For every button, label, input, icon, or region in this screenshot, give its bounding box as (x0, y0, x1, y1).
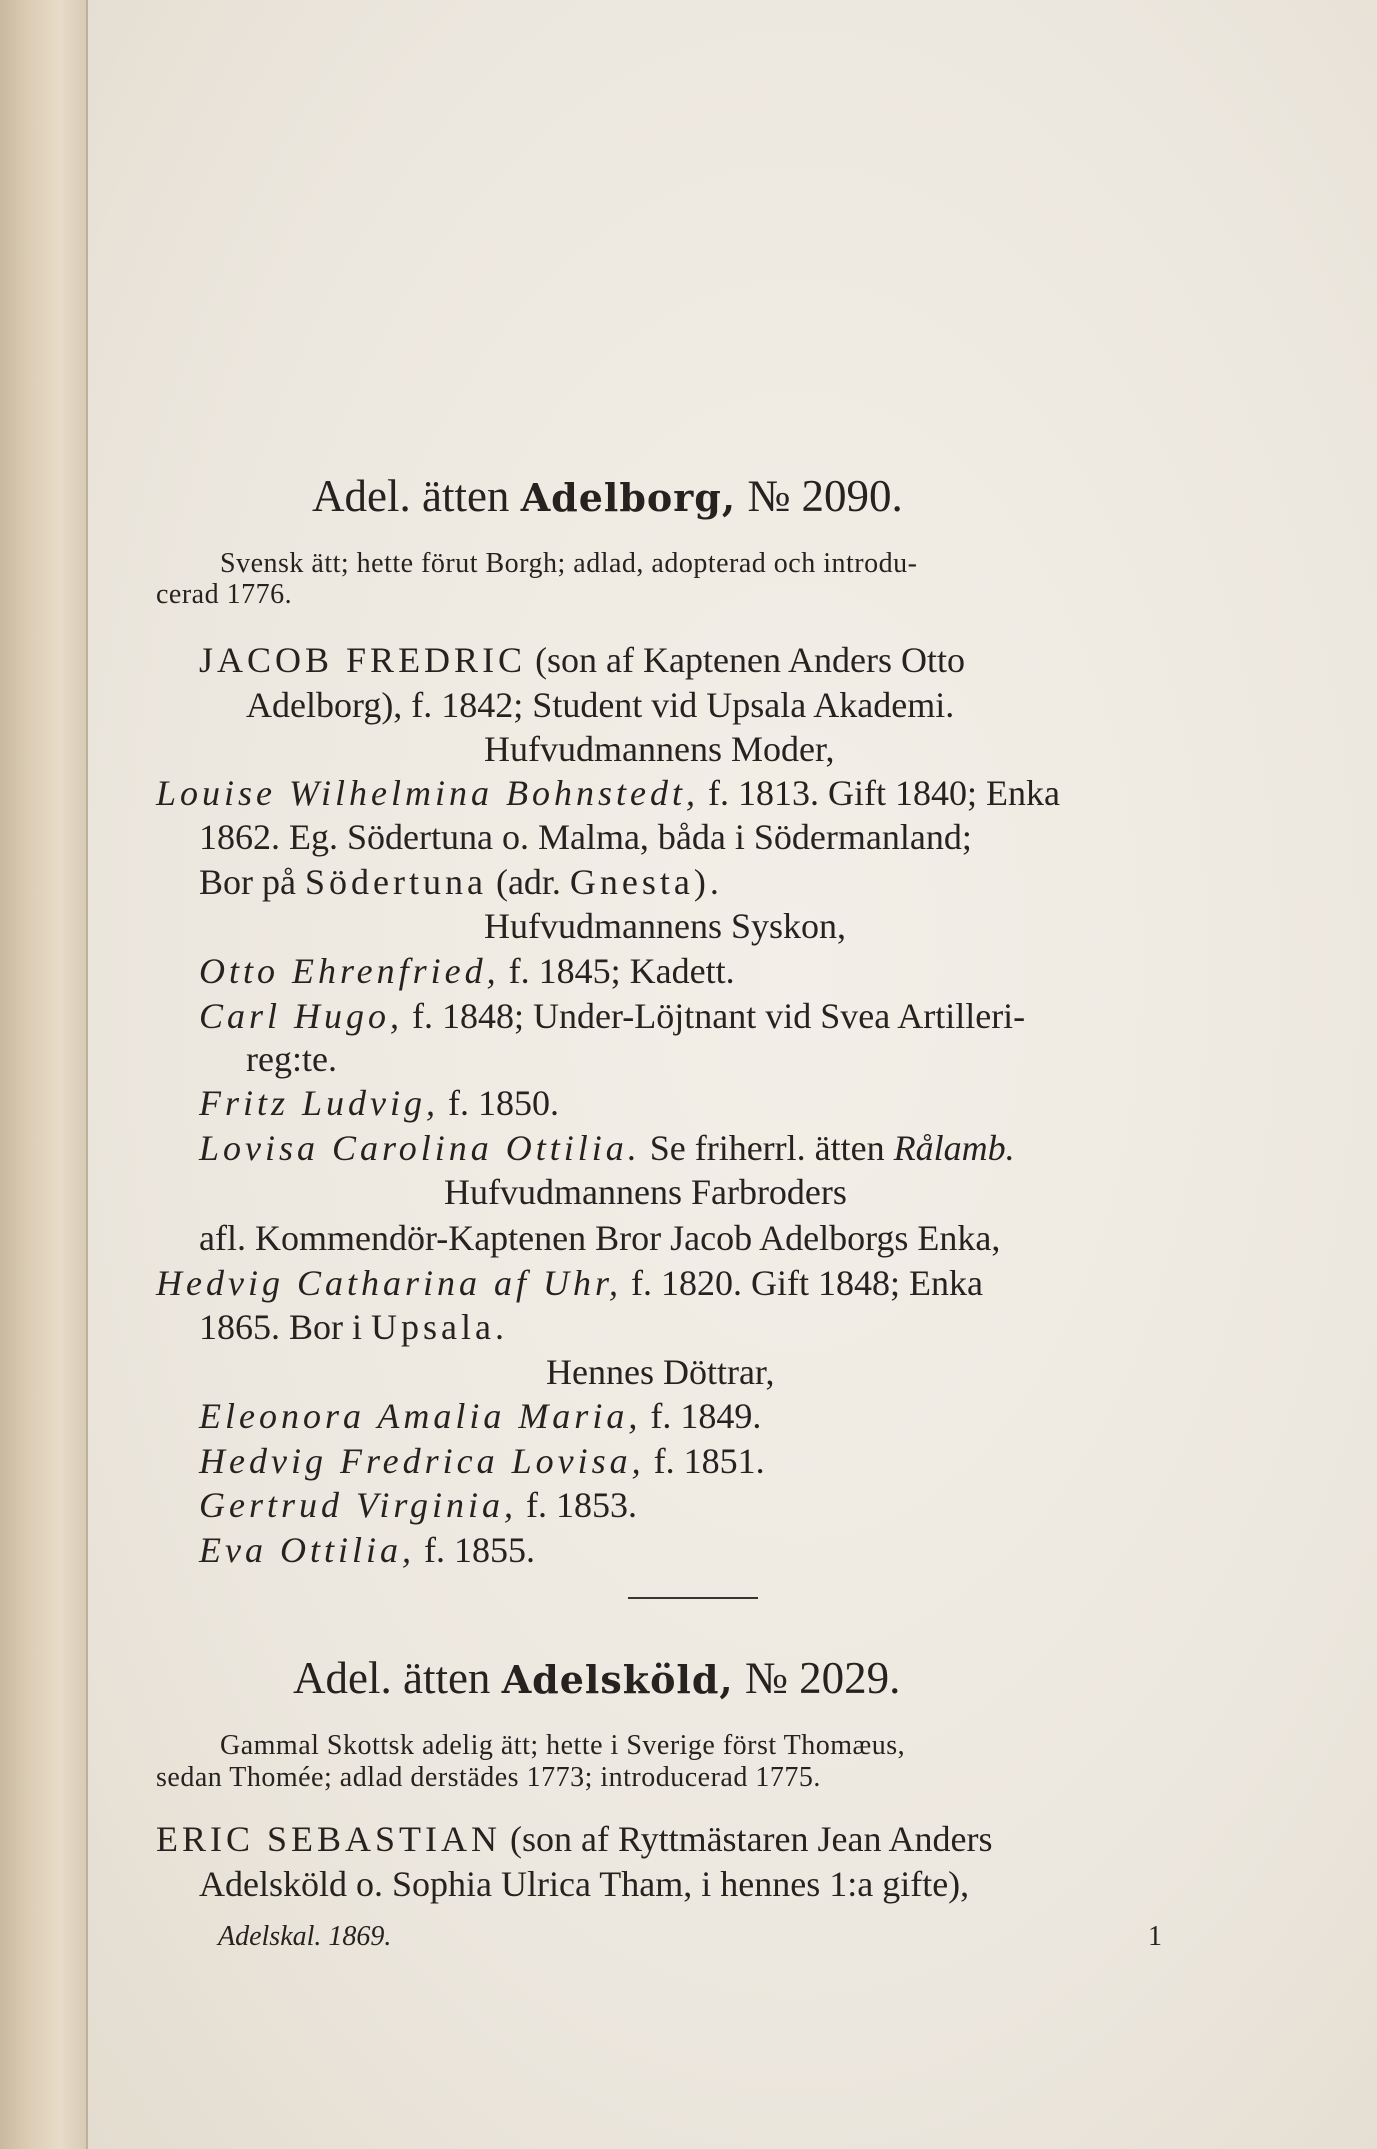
head-desc: (son af Kaptenen Anders Otto (535, 640, 965, 680)
person-name: Hedvig Fredrica Lovisa, (199, 1441, 645, 1481)
person-name: Fritz Ludvig, (199, 1083, 440, 1123)
daughter-line (199, 1394, 761, 1438)
sibling-line (199, 1081, 559, 1125)
head-of-family-line (156, 1817, 992, 1861)
uncle-line: afl. Kommendör-Kaptenen Bror Jacob Adelborgs Enka, (199, 1218, 1001, 1258)
person-name: Gertrud Virginia, (199, 1485, 517, 1525)
signature-mark: Adelskal. 1869. (218, 1921, 392, 1952)
place-name: Gnesta). (569, 862, 723, 902)
mother-desc: f. 1813. Gift 1840; Enka (707, 773, 1060, 813)
daughter-line (199, 1483, 637, 1527)
family-reference: Rålamb. (893, 1128, 1015, 1168)
subheading-siblings: Hufvudmannens Syskon, (484, 906, 846, 946)
subheading-daughters: Hennes Döttrar, (546, 1352, 775, 1392)
section-heading-adelskold (293, 1650, 900, 1708)
intro-line: sedan Thomée; adlad derstädes 1773; introducerad 1775. (156, 1762, 821, 1793)
person-desc: f. 1820. Gift 1848; Enka (631, 1263, 983, 1303)
sibling-line (199, 1126, 1015, 1170)
mother-line: 1862. Eg. Södertuna o. Malma, båda i Södermanland; (199, 817, 972, 857)
place-name: Södertuna (304, 862, 487, 902)
head-of-family-line (199, 638, 965, 682)
person-name: Eleonora Amalia Maria, (199, 1396, 642, 1436)
person-desc: f. 1848; Under-Löjtnant vid Svea Artilleri- (412, 996, 1026, 1036)
sibling-line (199, 949, 735, 993)
text-fragment: 1865. Bor i (199, 1307, 363, 1347)
head-of-family-line: Adelborg), f. 1842; Student vid Upsala Akademi. (246, 685, 955, 725)
head-of-family-line: Adelsköld o. Sophia Ulrica Tham, i hennes 1:a gifte), (199, 1864, 970, 1904)
text-fragment: Bor på (199, 862, 296, 902)
sheet-number: 1 (1148, 1921, 1162, 1952)
head-desc: (son af Ryttmästaren Jean Anders (510, 1819, 993, 1859)
mother-name: Louise Wilhelmina Bohnstedt, (156, 773, 699, 813)
heading-prefix: Adel. ätten (312, 471, 510, 521)
sibling-line: reg:te. (246, 1039, 337, 1079)
person-desc: f. 1853. (526, 1485, 637, 1525)
heading-prefix: Adel. ätten (293, 1653, 491, 1703)
intro-line: Gammal Skottsk adelig ätt; hette i Sverige först Thomæus, (220, 1730, 906, 1761)
sibling-line (199, 994, 1025, 1038)
mother-line (199, 860, 723, 904)
intro-line: Svensk ätt; hette förut Borgh; adlad, adopterad och introdu- (220, 548, 918, 579)
person-name: Eva Ottilia, (199, 1530, 415, 1570)
daughter-line (199, 1439, 765, 1483)
person-desc: f. 1851. (653, 1441, 765, 1481)
section-divider (628, 1597, 758, 1599)
book-page (88, 0, 1377, 2149)
family-name: Adelborg, (520, 475, 737, 520)
subheading-mother: Hufvudmannens Moder, (484, 729, 835, 769)
person-desc: f. 1849. (650, 1396, 762, 1436)
family-number: № 2029. (744, 1653, 901, 1703)
person-name: Carl Hugo, (199, 996, 404, 1036)
text-fragment: (adr. (495, 862, 561, 902)
book-spine-edge (0, 0, 88, 2149)
person-name: Lovisa Carolina Ottilia. (199, 1128, 641, 1168)
person-desc: Se friherrl. ätten (649, 1128, 885, 1168)
person-desc: f. 1845; Kadett. (508, 951, 735, 991)
person-desc: f. 1855. (423, 1530, 535, 1570)
family-name: Adelsköld, (501, 1657, 734, 1702)
family-number: № 2090. (747, 471, 903, 521)
subheading-uncle: Hufvudmannens Farbroders (444, 1172, 847, 1212)
section-heading-adelborg (312, 468, 903, 526)
head-name: ERIC SEBASTIAN (156, 1819, 502, 1859)
intro-line: cerad 1776. (156, 579, 293, 610)
daughter-line (199, 1528, 535, 1572)
widow-line (199, 1305, 508, 1349)
widow-line (156, 1261, 983, 1305)
head-name: JACOB FREDRIC (199, 640, 527, 680)
person-name: Hedvig Catharina af Uhr, (156, 1263, 623, 1303)
person-desc: f. 1850. (448, 1083, 560, 1123)
person-name: Otto Ehrenfried, (199, 951, 500, 991)
mother-line (156, 771, 1060, 815)
place-name: Upsala. (371, 1307, 508, 1347)
